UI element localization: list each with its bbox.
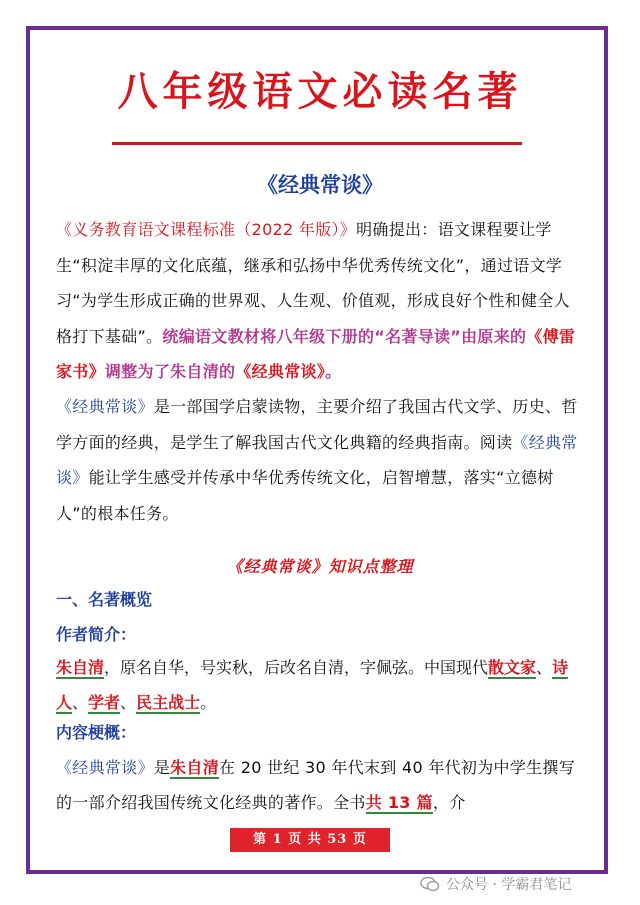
- wechat-icon: [420, 876, 440, 892]
- author-sep-1: 、: [536, 658, 553, 677]
- book-description-text-b: 能让学生感受并传承中华优秀传统文化，启智增慧，落实“立德树人”的根本任务。: [56, 468, 554, 523]
- watermark: [420, 874, 571, 894]
- content-text-2: ，介: [432, 793, 466, 812]
- author-name: 朱自清: [56, 658, 105, 677]
- role-essayist: 散文家: [488, 658, 537, 677]
- role-scholar: 学者: [88, 693, 121, 712]
- watermark-text: 公众号 · 学霸君笔记: [446, 877, 572, 893]
- intro-text: 明确提出：语文课程要让学生“积淀丰厚的文化底蕴，继承和弘扬中华优秀传统文化”，通过语文学习“为学生形成正确的世界观、人生观、价值观，形成良好个性和健全人格打下基础”。: [56, 220, 570, 346]
- textbook-change-text-c: 。: [325, 362, 342, 381]
- content-text-0: 是: [153, 758, 171, 777]
- overview-heading: 一、名著概览: [56, 590, 153, 609]
- content-text-1: 在 20 世纪 30 年代末到 40 年代初为中学生撰写的一部介绍我国传统文化经典的著作。全书: [56, 758, 576, 812]
- textbook-change-text-b: 调整为了朱自清的: [104, 362, 236, 381]
- author-sep-2: 、: [72, 693, 89, 712]
- title-underline: [112, 142, 522, 145]
- content-summary-heading: 内容梗概：: [56, 723, 137, 742]
- book-title-ref-b: 《经典常谈》: [56, 432, 578, 487]
- intro-paragraph: [56, 212, 586, 390]
- chapter-count: 共 13 篇: [365, 793, 433, 812]
- book-subtitle: 《经典常谈》: [257, 173, 383, 197]
- author-text: ，原名自华，号实秋，后改名自清，字佩弦。中国现代: [104, 658, 489, 677]
- role-poet: 诗人: [56, 658, 569, 712]
- knowledge-section-title: 《经典常谈》知识点整理: [226, 557, 414, 576]
- content-summary-paragraph: [56, 750, 586, 820]
- book-description-text-a: 是一部国学启蒙读物，主要介绍了我国古代文学、历史、哲学方面的经典，是学生了解我国古代文化典籍的经典指南。阅读: [56, 397, 578, 452]
- page-indicator: 第 1 页 共 53 页: [230, 828, 390, 852]
- author-heading: 作者简介：: [56, 625, 137, 644]
- author-paragraph: [56, 650, 586, 720]
- content-book-title: 《经典常谈》: [56, 758, 154, 777]
- fulei-jiashu-ref: 《傅雷家书》: [56, 326, 576, 381]
- jingdian-changtan-ref: 《经典常谈》: [235, 362, 326, 381]
- author-sep-3: 、: [120, 693, 137, 712]
- author-end: 。: [200, 693, 217, 712]
- book-title-ref-a: 《经典常谈》: [56, 397, 154, 416]
- curriculum-standard-ref: 《义务教育语文课程标准（2022 年版）》: [56, 220, 357, 239]
- book-description-paragraph: [56, 389, 586, 531]
- textbook-change-text-a: 统编语文教材将八年级下册的“名著导读”由原来的: [162, 326, 527, 346]
- role-democratic-fighter: 民主战士: [136, 693, 201, 712]
- content-author-name: 朱自清: [170, 758, 220, 777]
- page-title: 八年级语文必读名著: [117, 68, 523, 115]
